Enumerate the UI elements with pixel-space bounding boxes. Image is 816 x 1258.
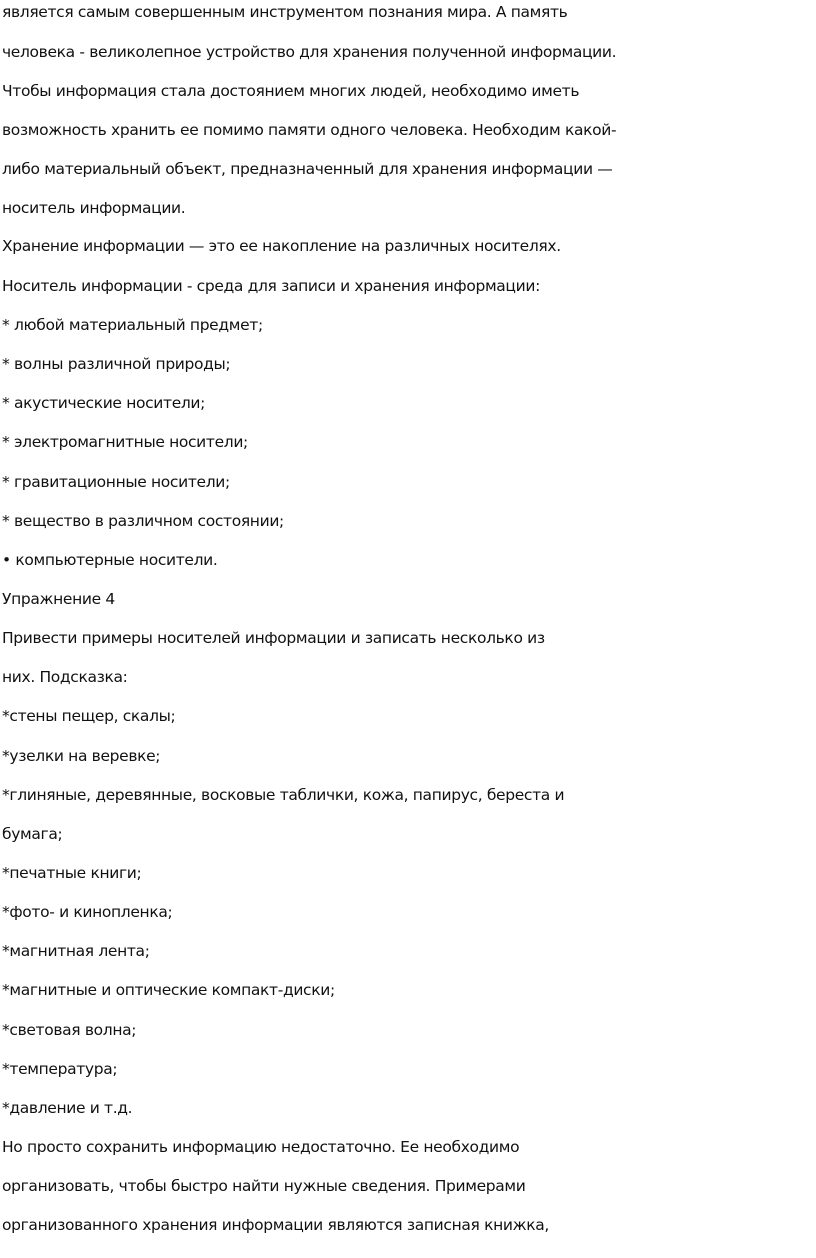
list-item: *стены пещер, скалы; bbox=[2, 707, 176, 725]
text-line: возможность хранить ее помимо памяти одного человека. Необходим какой- bbox=[2, 121, 617, 139]
text-line: них. Подсказка: bbox=[2, 668, 128, 686]
text-line: Привести примеры носителей информации и записать несколько из bbox=[2, 629, 545, 647]
list-item: *магнитная лента; bbox=[2, 942, 150, 960]
list-item: • компьютерные носители. bbox=[2, 551, 218, 569]
text-line: Но просто сохранить информацию недостаточно. Ее необходимо bbox=[2, 1138, 520, 1156]
list-item: * акустические носители; bbox=[2, 394, 206, 412]
text-line: либо материальный объект, предназначенный для хранения информации — bbox=[2, 160, 613, 178]
list-item: *печатные книги; bbox=[2, 864, 142, 882]
list-item: бумага; bbox=[2, 825, 63, 843]
list-item: * волны различной природы; bbox=[2, 355, 231, 373]
exercise-heading: Упражнение 4 bbox=[2, 590, 115, 608]
text-line: человека - великолепное устройство для хранения полученной информации. bbox=[2, 43, 617, 61]
text-line: является самым совершенным инструментом познания мира. А память bbox=[2, 3, 568, 21]
text-line: Чтобы информация стала достоянием многих людей, необходимо иметь bbox=[2, 82, 580, 100]
list-item: *световая волна; bbox=[2, 1021, 137, 1039]
list-item: * вещество в различном состоянии; bbox=[2, 512, 284, 530]
text-line: носитель информации. bbox=[2, 199, 186, 217]
list-item: *глиняные, деревянные, восковые таблички, кожа, папирус, береста и bbox=[2, 786, 565, 804]
list-item: *фото- и кинопленка; bbox=[2, 903, 173, 921]
text-line: Носитель информации - среда для записи и хранения информации: bbox=[2, 277, 540, 295]
text-line: организованного хранения информации являются записная книжка, bbox=[2, 1216, 549, 1234]
list-item: *давление и т.д. bbox=[2, 1099, 133, 1117]
text-line: организовать, чтобы быстро найти нужные сведения. Примерами bbox=[2, 1177, 526, 1195]
list-item: *магнитные и оптические компакт-диски; bbox=[2, 981, 335, 999]
list-item: * электромагнитные носители; bbox=[2, 433, 248, 451]
text-line: Хранение информации — это ее накопление на различных носителях. bbox=[2, 237, 561, 255]
list-item: * гравитационные носители; bbox=[2, 473, 230, 491]
list-item: *температура; bbox=[2, 1060, 118, 1078]
list-item: *узелки на веревке; bbox=[2, 747, 161, 765]
list-item: * любой материальный предмет; bbox=[2, 316, 263, 334]
